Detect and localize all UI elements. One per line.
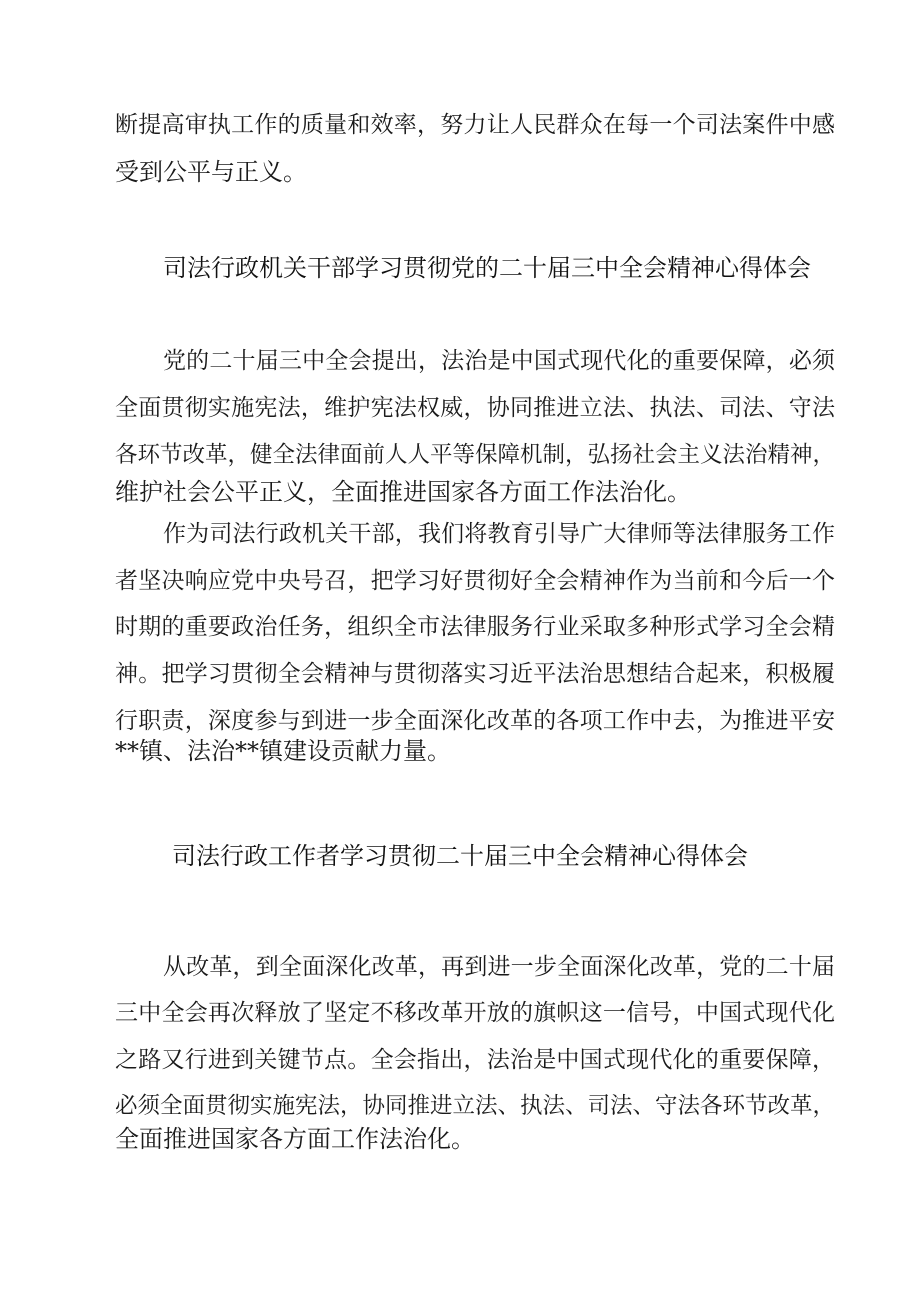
section-1-p1-line-2: 全面贯彻实施宪法，维护宪法权威，协同推进立法、执法、司法、守法 (115, 395, 835, 421)
section-1-p1-line-3: 各环节改革，健全法律面前人人平等保障机制，弘扬社会主义法治精神， (115, 442, 836, 468)
section-1-p2-line-3: 时期的重要政治任务，组织全市法律服务行业采取多种形式学习全会精 (115, 614, 835, 640)
section-1-p1-line-1: 党的二十届三中全会提出，法治是中国式现代化的重要保障，必须 (163, 348, 835, 374)
section-2-p1-line-5: 全面推进国家各方面工作法治化。 (115, 1125, 475, 1153)
section-1-p2-line-6: **镇、法治**镇建设贡献力量。 (115, 737, 451, 765)
section-2-p1-line-4: 必须全面贯彻实施宪法，协同推进立法、执法、司法、守法各环节改革， (115, 1093, 836, 1119)
section-1-p2-line-5: 行职责，深度参与到进一步全面深化改革的各项工作中去，为推进平安 (115, 708, 835, 734)
section-2-title: 司法行政工作者学习贯彻二十届三中全会精神心得体会 (172, 842, 748, 870)
section-2-p1-line-3: 之路又行进到关键节点。全会指出，法治是中国式现代化的重要保障， (115, 1047, 835, 1073)
intro-line-1: 断提高审执工作的质量和效率，努力让人民群众在每一个司法案件中感 (115, 112, 835, 138)
section-1-title: 司法行政机关干部学习贯彻党的二十届三中全会精神心得体会 (163, 254, 811, 282)
section-2-p1-line-1: 从改革，到全面深化改革，再到进一步全面深化改革，党的二十届 (163, 954, 835, 980)
section-2-p1-line-2: 三中全会再次释放了坚定不移改革开放的旗帜这一信号，中国式现代化 (115, 1000, 835, 1026)
section-1-p2-line-4: 神。把学习贯彻全会精神与贯彻落实习近平法治思想结合起来，积极履 (115, 661, 835, 687)
section-1-p2-line-1: 作为司法行政机关干部，我们将教育引导广大律师等法律服务工作 (163, 521, 835, 547)
section-1-p1-line-4: 维护社会公平正义，全面推进国家各方面工作法治化。 (115, 478, 691, 506)
section-1-p2-line-2: 者坚决响应党中央号召，把学习好贯彻好全会精神作为当前和今后一个 (115, 568, 835, 594)
intro-line-2: 受到公平与正义。 (115, 158, 307, 186)
